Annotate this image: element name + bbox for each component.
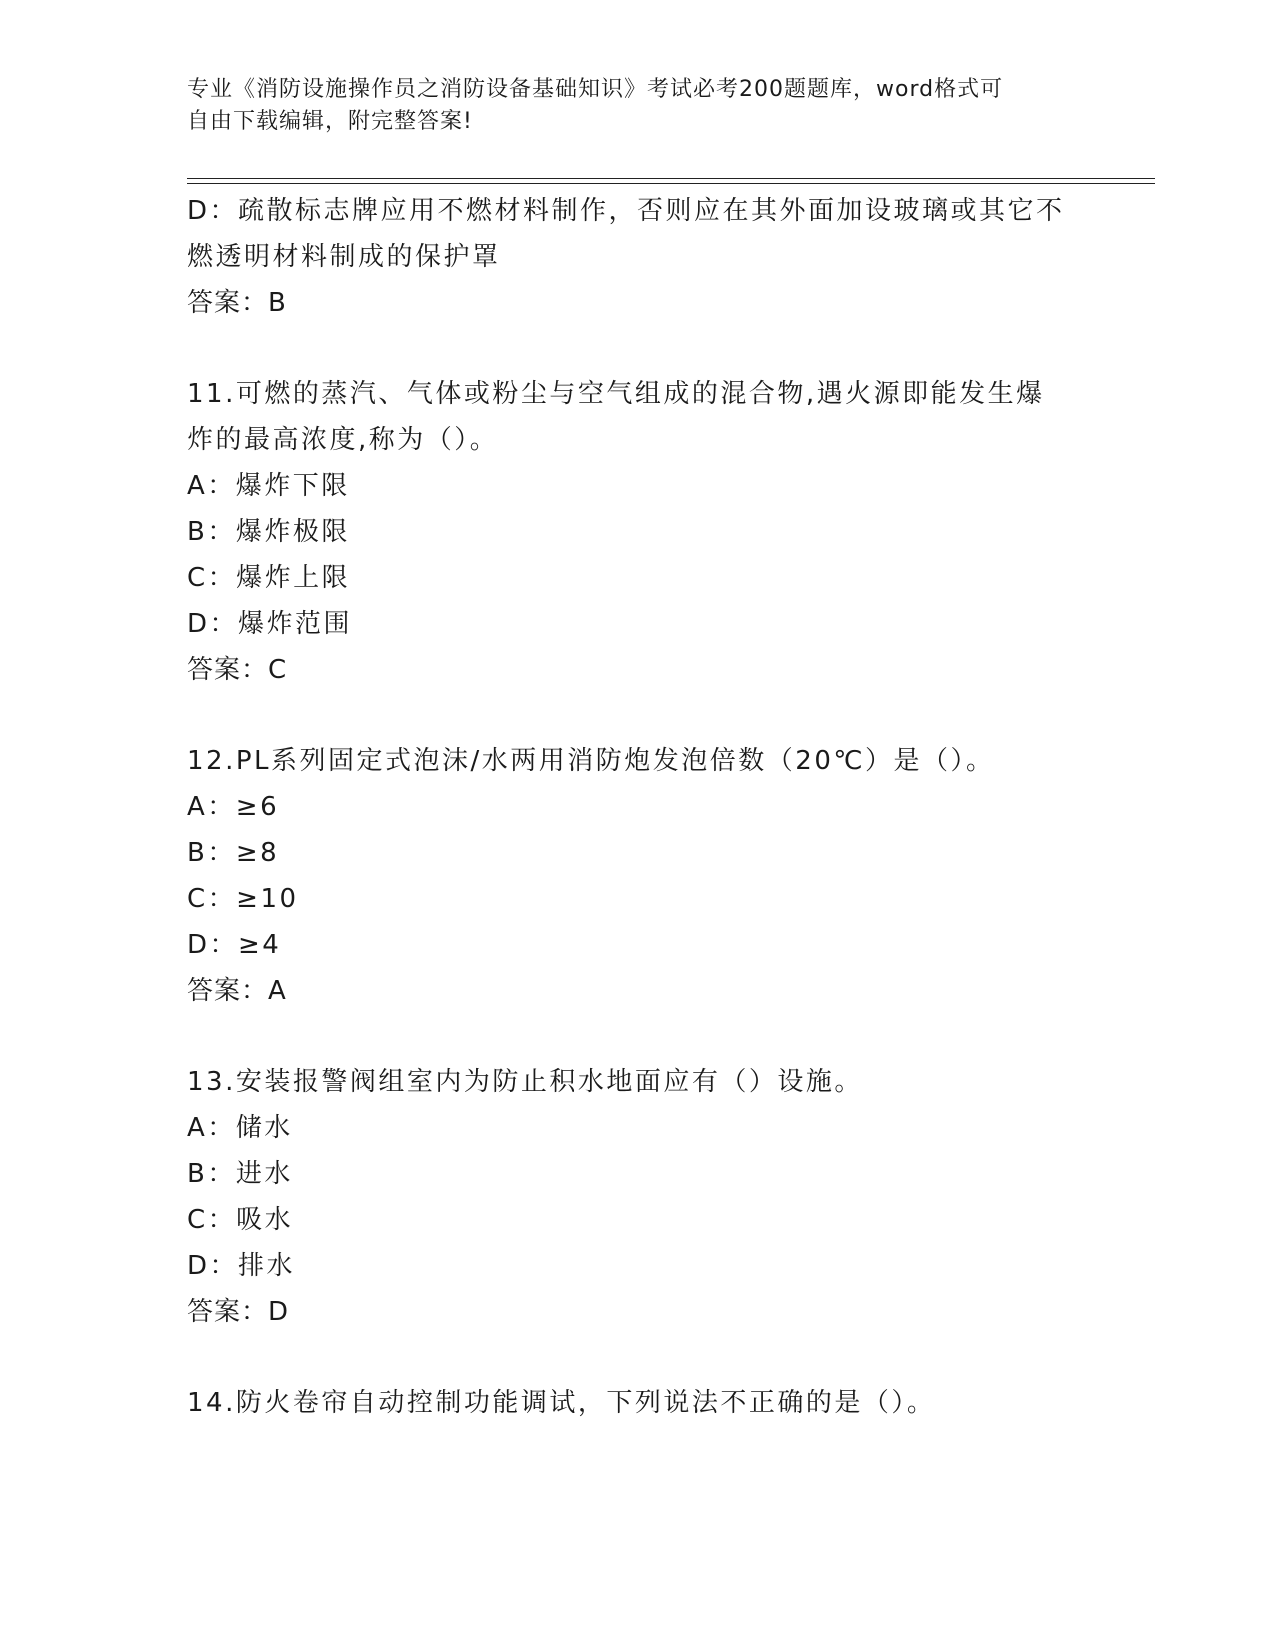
option-b: B：≥8 bbox=[187, 838, 280, 868]
option-b: B：爆炸极限 bbox=[187, 517, 350, 547]
header-title-line-1: 专业《消防设施操作员之消防设备基础知识》考试必考200题题库，word格式可 bbox=[187, 77, 1004, 102]
question-14 bbox=[187, 1380, 1087, 1426]
option-b: B：进水 bbox=[187, 1159, 293, 1189]
question-text-line-1: 13.安装报警阀组室内为防止积水地面应有（）设施。 bbox=[187, 1067, 863, 1097]
header-divider-top bbox=[187, 178, 1155, 179]
spacer bbox=[187, 1335, 1087, 1380]
question-text-line-1: 11.可燃的蒸汽、气体或粉尘与空气组成的混合物,遇火源即能发生爆 bbox=[187, 379, 1045, 409]
question-12 bbox=[187, 738, 1087, 1014]
answer: 答案：B bbox=[187, 288, 287, 318]
question-text-line-2: 炸的最高浓度,称为（）。 bbox=[187, 425, 499, 455]
option-d: D：爆炸范围 bbox=[187, 609, 353, 639]
header-title-line-2: 自由下载编辑，附完整答案! bbox=[187, 109, 473, 134]
spacer bbox=[187, 1014, 1087, 1059]
question-list bbox=[187, 188, 1087, 1426]
option-c: C：爆炸上限 bbox=[187, 563, 351, 593]
option-d: D：≥4 bbox=[187, 930, 282, 960]
spacer bbox=[187, 326, 1087, 371]
option-a: A：≥6 bbox=[187, 792, 280, 822]
spacer bbox=[187, 693, 1087, 738]
option-d-line-2: 燃透明材料制成的保护罩 bbox=[187, 242, 501, 272]
answer: 答案：C bbox=[187, 655, 288, 685]
question-10-tail bbox=[187, 188, 1087, 326]
answer: 答案：A bbox=[187, 976, 287, 1006]
question-text-line-1: 12.PL系列固定式泡沫/水两用消防炮发泡倍数（20℃）是（）。 bbox=[187, 746, 995, 776]
document-header bbox=[187, 74, 1067, 138]
header-divider-bottom bbox=[187, 183, 1155, 184]
option-a: A：储水 bbox=[187, 1113, 293, 1143]
question-11 bbox=[187, 371, 1087, 693]
option-d-line-1: D：疏散标志牌应用不燃材料制作，否则应在其外面加设玻璃或其它不 bbox=[187, 196, 1065, 226]
question-text-line-1: 14.防火卷帘自动控制功能调试，下列说法不正确的是（）。 bbox=[187, 1388, 936, 1418]
option-c: C：吸水 bbox=[187, 1205, 294, 1235]
option-a: A：爆炸下限 bbox=[187, 471, 350, 501]
answer: 答案：D bbox=[187, 1297, 290, 1327]
option-d: D：排水 bbox=[187, 1251, 296, 1281]
question-13 bbox=[187, 1059, 1087, 1335]
option-c: C：≥10 bbox=[187, 884, 299, 914]
